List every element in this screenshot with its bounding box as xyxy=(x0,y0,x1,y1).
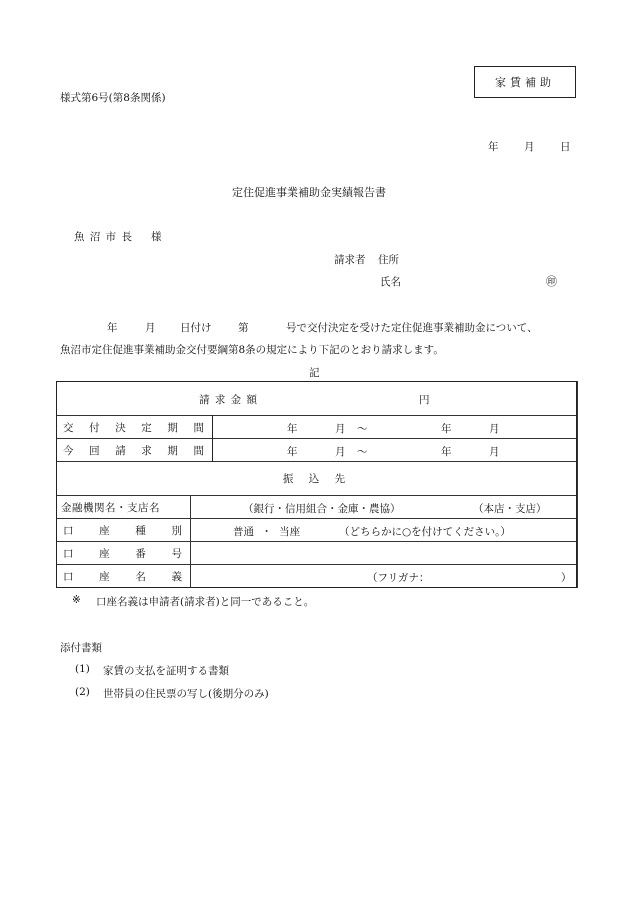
label-char: 口 xyxy=(63,547,74,560)
account-name-label xyxy=(57,565,191,588)
label-char: 求 xyxy=(141,444,152,457)
requester-address-label: 住所 xyxy=(378,254,399,266)
period-tilde: ～ xyxy=(357,446,368,458)
label-char: 回 xyxy=(89,444,100,457)
ki-mark: 記 xyxy=(309,367,320,379)
claim-period-value[interactable] xyxy=(213,439,578,462)
body-year: 年 xyxy=(107,322,118,334)
label-char: 義 xyxy=(171,570,182,583)
label-char: 間 xyxy=(193,444,204,457)
attachment-number: (2) xyxy=(75,686,90,698)
claim-period-label xyxy=(57,439,213,462)
account-type-label xyxy=(57,519,191,542)
label-char: 交 xyxy=(63,421,74,434)
attachment-item: 世帯員の住民票の写し(後期分のみ) xyxy=(103,688,269,700)
label-char: 請 xyxy=(115,444,126,457)
label-char: 決 xyxy=(115,421,126,434)
to-year: 年 xyxy=(441,423,452,435)
date-year-label: 年 xyxy=(488,141,499,153)
account-number-label xyxy=(57,542,191,565)
to-year: 年 xyxy=(441,446,452,458)
account-type-options: 普通 ・ 当座 xyxy=(233,526,301,538)
label-char: 今 xyxy=(63,444,74,457)
attachments-title: 添付書類 xyxy=(60,642,102,654)
bank-name-value[interactable] xyxy=(191,496,578,519)
housing-subsidy-badge: 家賃補助 xyxy=(474,66,576,98)
body-dai: 第 xyxy=(238,322,249,334)
account-name-value[interactable] xyxy=(191,565,578,588)
requester-name-label: 氏名 xyxy=(380,276,401,288)
claim-amount-unit: 円 xyxy=(419,394,430,406)
furigana-open: （フリガナ： xyxy=(367,572,430,584)
from-month: 月 xyxy=(335,423,346,435)
claim-table xyxy=(56,381,578,588)
label-char: 座 xyxy=(99,547,110,560)
page-title: 定住促進事業補助金実績報告書 xyxy=(232,186,386,199)
note-text: 口座名義は申請者(請求者)と同一であること。 xyxy=(96,596,315,608)
body-day-suffix: 日付け xyxy=(180,322,212,334)
account-number-value[interactable] xyxy=(191,542,578,565)
label-char: 番 xyxy=(135,547,146,560)
attachment-item: 家賃の支払を証明する書類 xyxy=(103,665,229,677)
claim-amount-label: 請 求 金 額 xyxy=(199,394,259,406)
date-day-label: 日 xyxy=(560,141,571,153)
body-month: 月 xyxy=(145,322,156,334)
label-char: 口 xyxy=(63,524,74,537)
date-month-label: 月 xyxy=(524,141,535,153)
addressee-honorific: 様 xyxy=(151,231,162,243)
body-line2: 魚沼市定住促進事業補助金交付要綱第8条の規定により下記のとおり請求します。 xyxy=(60,344,444,356)
label-char: 間 xyxy=(193,421,204,434)
label-char: 期 xyxy=(167,421,178,434)
account-type-value[interactable] xyxy=(191,519,578,542)
addressee-name: 魚 沼 市 長 xyxy=(74,231,134,243)
requester-label: 請求者 xyxy=(334,254,366,266)
from-month: 月 xyxy=(335,446,346,458)
label-char: 別 xyxy=(171,524,182,537)
note-mark: ※ xyxy=(72,594,81,606)
label-char: 号 xyxy=(171,547,182,560)
to-month: 月 xyxy=(489,423,500,435)
body-line1-rest: 号で交付決定を受けた定住促進事業補助金について、 xyxy=(286,322,538,334)
form-number: 様式第6号(第8条関係) xyxy=(60,92,166,104)
label-char: 口 xyxy=(63,570,74,583)
period-tilde: ～ xyxy=(357,423,368,435)
label-char: 定 xyxy=(141,421,152,434)
label-char: 名 xyxy=(135,570,146,583)
transfer-destination-header: 振 込 先 xyxy=(57,462,578,496)
label-char: 座 xyxy=(99,524,110,537)
grant-period-label xyxy=(57,416,213,439)
branch-types: （本店・支店） xyxy=(473,503,547,515)
furigana-close: ） xyxy=(561,572,572,584)
label-char: 種 xyxy=(135,524,146,537)
bank-name-label: 金融機関名・支店名 xyxy=(57,496,191,519)
label-char: 期 xyxy=(167,444,178,457)
from-year: 年 xyxy=(287,446,298,458)
from-year: 年 xyxy=(287,423,298,435)
claim-amount-row xyxy=(57,382,578,416)
attachment-number: (1) xyxy=(75,663,90,675)
label-char: 座 xyxy=(99,570,110,583)
account-type-note: （どちらかに○を付けてください。） xyxy=(339,526,511,538)
label-char: 付 xyxy=(89,421,100,434)
grant-period-value[interactable] xyxy=(213,416,578,439)
bank-types: （銀行・信用組合・金庫・農協） xyxy=(243,503,401,515)
to-month: 月 xyxy=(489,446,500,458)
seal-mark: ㊞ xyxy=(546,275,557,288)
